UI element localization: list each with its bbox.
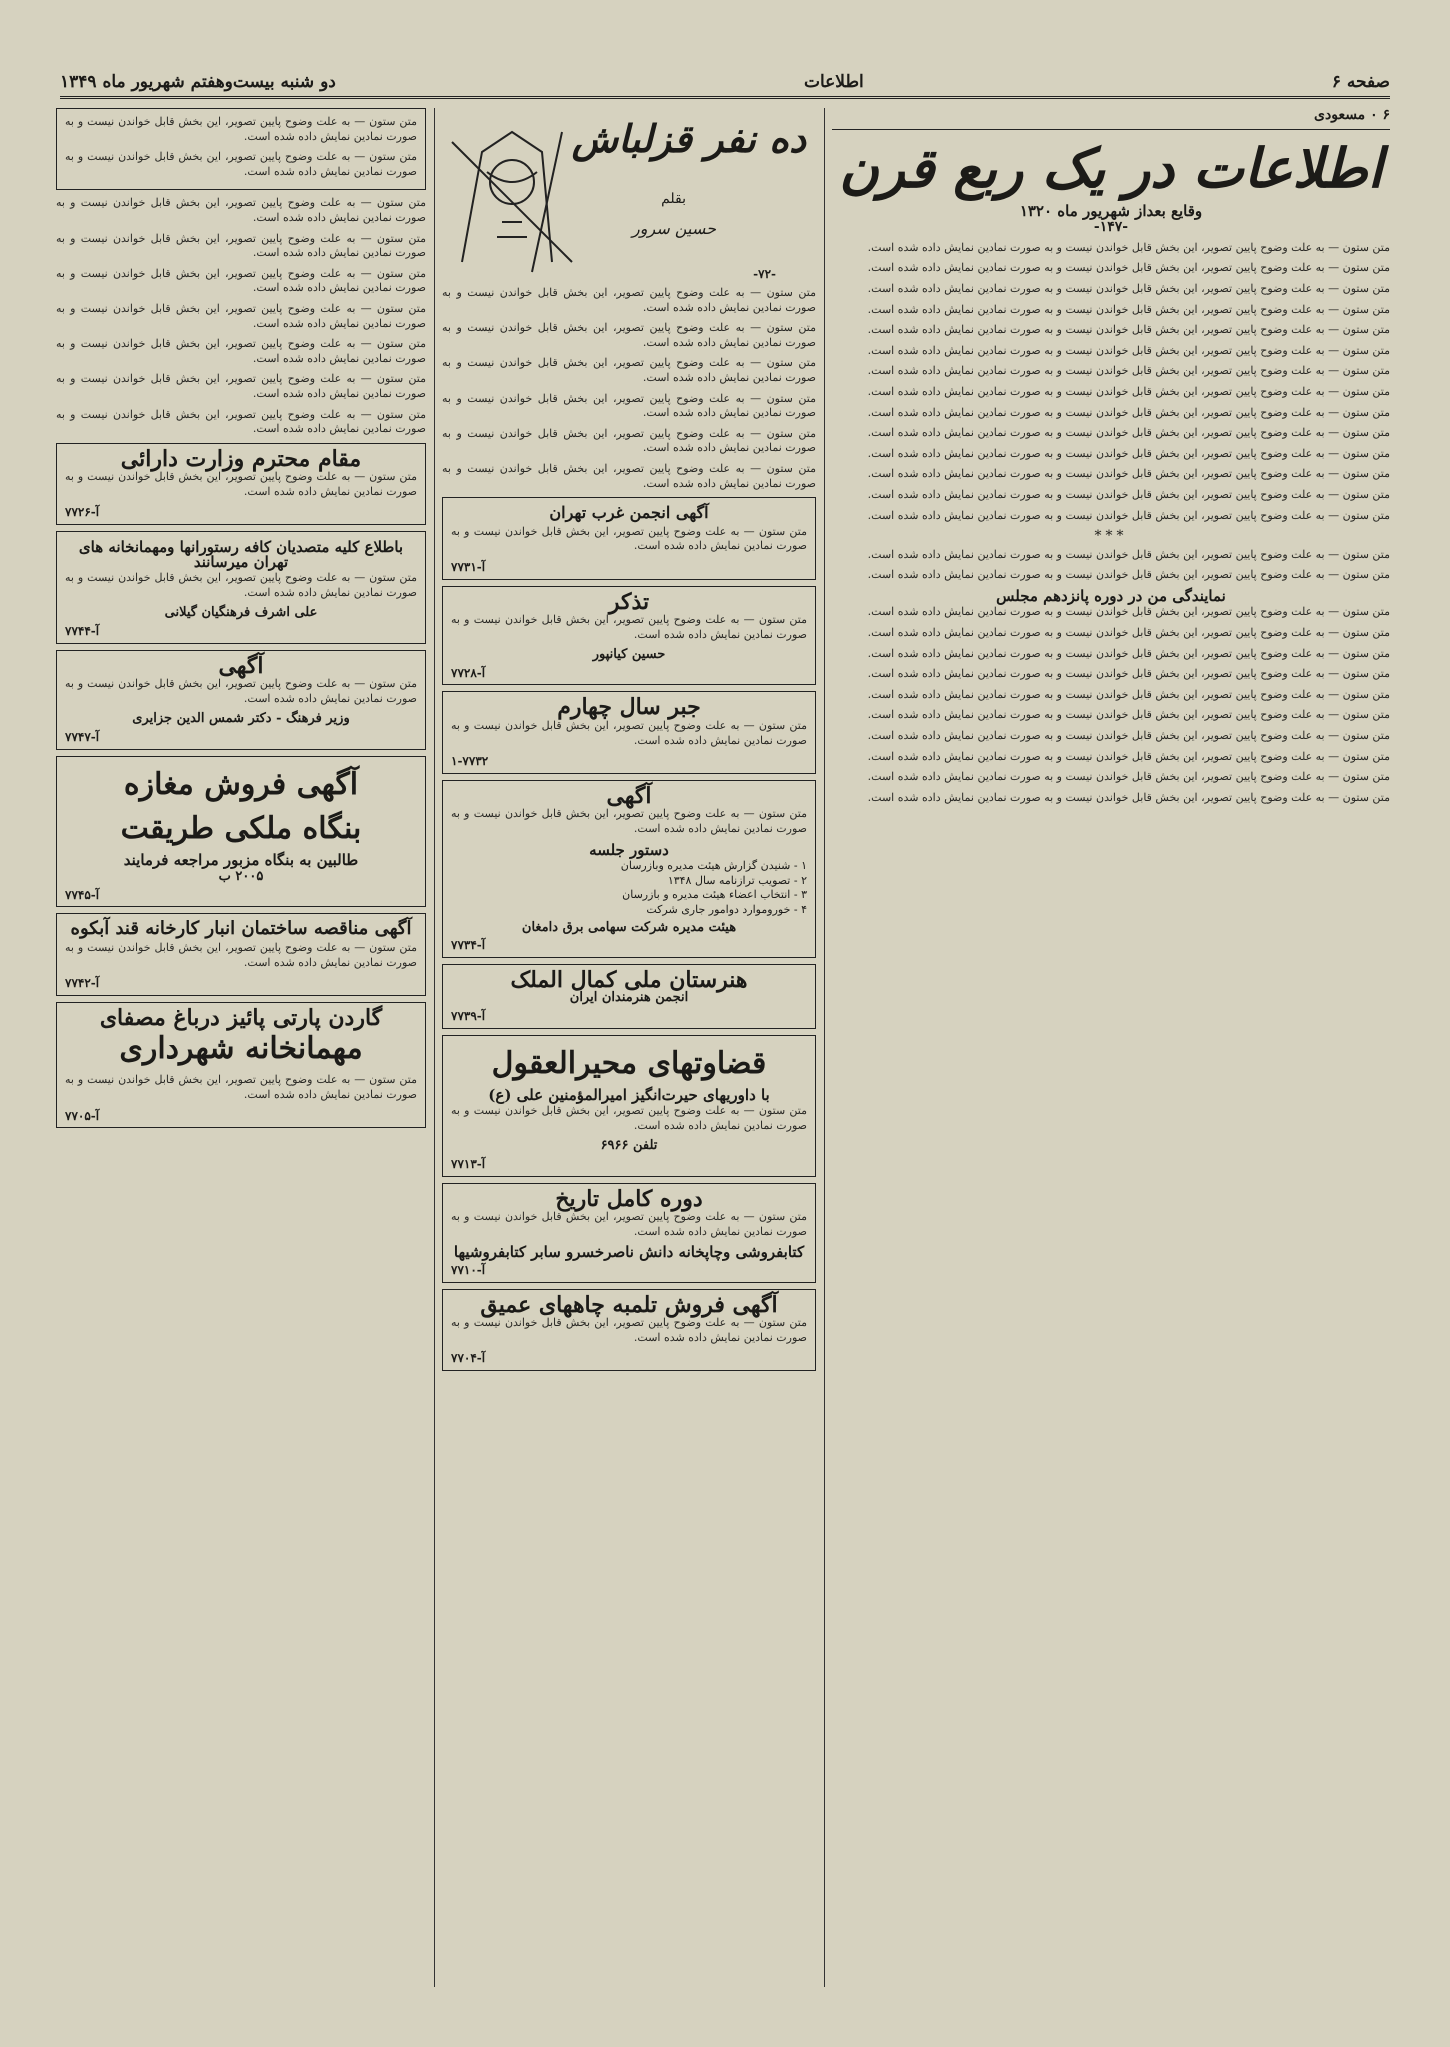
ad-signature: وزیر فرهنگ - دکتر شمس الدین جزایری: [132, 711, 350, 727]
paragraph: متن ستون — به علت وضوح پایین تصویر، این بخش قابل خواندن نیست و به صورت نمادین نمایش داده شده است.: [442, 391, 816, 420]
ad-qazavat: [442, 1035, 816, 1177]
paragraph: متن ستون — به علت وضوح پایین تصویر، این بخش قابل خواندن نیست و به صورت نمادین نمایش داده شده است.: [867, 405, 1390, 419]
author-line: ۶ ۰ مسعودی: [1314, 108, 1390, 123]
serial-number: -۷۲-: [753, 267, 776, 282]
paragraph: متن ستون — به علت وضوح پایین تصویر، این بخش قابل خواندن نیست و به صورت نمادین نمایش داده شده است.: [442, 321, 816, 349]
paragraph: متن ستون — به علت وضوح پایین تصویر، این بخش قابل خواندن نیست و به صورت نمادین نمایش داده شده است.: [867, 426, 1390, 440]
ad-title: دوره کامل تاریخ: [555, 1185, 703, 1212]
ad-title: گاردن پارتی پائیز درباغ مصفای: [99, 1004, 383, 1031]
paragraph: متن ستون — به علت وضوح پایین تصویر، این بخش قابل خواندن نیست و به صورت نمادین نمایش داده شده است.: [867, 323, 1390, 337]
ad-store: [56, 756, 426, 908]
column-divider: [434, 108, 435, 1987]
ad-code: آ-۷۷۴۴: [65, 624, 100, 639]
serial-author: حسین سرور: [632, 219, 716, 238]
ad-tender: [56, 913, 426, 995]
paragraph: متن ستون — به علت وضوح پایین تصویر، این بخش قابل خواندن نیست و به صورت نمادین نمایش داده شده است.: [867, 364, 1390, 378]
ad-body: متن ستون — به علت وضوح پایین تصویر، این بخش قابل خواندن نیست و به صورت نمادین نمایش داده شده است.: [451, 1316, 807, 1344]
ad-code: آ-۷۷۲۶: [65, 505, 100, 520]
ad-signature: انجمن هنرمندان ایران: [569, 990, 689, 1006]
ad-title: هنرستان ملی کمال الملک: [510, 966, 748, 993]
page-header: [60, 62, 1390, 99]
paragraph: متن ستون — به علت وضوح پایین تصویر، این بخش قابل خواندن نیست و به صورت نمادین نمایش داده شده است.: [867, 790, 1390, 804]
ad-damghan: [442, 780, 816, 958]
right-column: [832, 108, 1390, 1987]
ad-signature: علی اشرف فرهنگیان گیلانی: [164, 605, 318, 621]
ad-title: آگهی انجمن غرب تهران: [549, 503, 709, 523]
paragraph: متن ستون — به علت وضوح پایین تصویر، این بخش قابل خواندن نیست و به صورت نمادین نمایش داده شده است.: [442, 356, 816, 384]
agenda-item: ۴ - خوروموارد دوامور جاری شرکت: [646, 903, 807, 916]
paragraph: متن ستون — به علت وضوح پایین تصویر، این بخش قابل خواندن نیست و به صورت نمادین نمایش داده شده است.: [867, 646, 1390, 660]
ad-signature: هیئت مدیره شرکت سهامی برق دامغان: [521, 919, 737, 935]
issue-date: دو شنبه بیست‌وهفتم شهریور ماه ۱۳۴۹: [60, 72, 336, 92]
paragraph: متن ستون — به علت وضوح پایین تصویر، این بخش قابل خواندن نیست و به صورت نمادین نمایش داده شده است.: [867, 343, 1390, 357]
ad-title: آگهی فروش مغازه: [123, 766, 359, 802]
paragraph: متن ستون — به علت وضوح پایین تصویر، این بخش قابل خواندن نیست و به صورت نمادین نمایش داده شده است.: [442, 461, 816, 490]
ad-body: متن ستون — به علت وضوح پایین تصویر، این بخش قابل خواندن نیست و به صورت نمادین نمایش داده شده است.: [65, 940, 417, 969]
paragraph: متن ستون — به علت وضوح پایین تصویر، این بخش قابل خواندن نیست و به صورت نمادین نمایش داده شده است.: [867, 240, 1390, 254]
ad-code: آ-۷۷۲۸: [451, 665, 486, 680]
paragraph: متن ستون — به علت وضوح پایین تصویر، این بخش قابل خواندن نیست و به صورت نمادین نمایش داده شده است.: [867, 547, 1390, 561]
paragraph: متن ستون — به علت وضوح پایین تصویر، این بخش قابل خواندن نیست و به صورت نمادین نمایش داده شده است.: [56, 301, 426, 330]
article-subtitle: وقایع بعداز شهریور ماه ۱۳۲۰: [1019, 201, 1203, 220]
paragraph: متن ستون — به علت وضوح پایین تصویر، این بخش قابل خواندن نیست و به صورت نمادین نمایش داده شده است.: [56, 231, 426, 260]
ad-code: آ-۷۷۴۲: [65, 976, 100, 991]
paragraph: متن ستون — به علت وضوح پایین تصویر، این بخش قابل خواندن نیست و به صورت نمادین نمایش داده شده است.: [442, 286, 816, 314]
ad-culture: [56, 650, 426, 750]
paragraph: متن ستون — به علت وضوح پایین تصویر، این بخش قابل خواندن نیست و به صورت نمادین نمایش داده شده است.: [867, 708, 1390, 722]
ad-code: آ-۷۷۴۵: [65, 887, 100, 902]
ad-signature: حسین کیانپور: [592, 647, 666, 663]
serial-byline: بقلم: [661, 191, 686, 207]
ad-body: متن ستون — به علت وضوح پایین تصویر، این بخش قابل خواندن نیست و به صورت نمادین نمایش داده شده است.: [65, 571, 417, 599]
paragraph: متن ستون — به علت وضوح پایین تصویر، این بخش قابل خواندن نیست و به صورت نمادین نمایش داده شده است.: [867, 384, 1390, 398]
ad-title: قضاوتهای محیرالعقول: [491, 1045, 767, 1081]
ad-body: متن ستون — به علت وضوح پایین تصویر، این بخش قابل خواندن نیست و به صورت نمادین نمایش داده شده است.: [451, 1104, 807, 1132]
paragraph: متن ستون — به علت وضوح پایین تصویر، این بخش قابل خواندن نیست و به صورت نمادین نمایش داده شده است.: [867, 467, 1390, 481]
note-body: متن ستون — به علت وضوح پایین تصویر، این بخش قابل خواندن نیست و به صورت نمادین نمایش داده شده است.: [65, 150, 417, 178]
paragraph: متن ستون — به علت وضوح پایین تصویر، این بخش قابل خواندن نیست و به صورت نمادین نمایش داده شده است.: [867, 487, 1390, 501]
ornament: ***: [1094, 528, 1128, 545]
note-body: متن ستون — به علت وضوح پایین تصویر، این بخش قابل خواندن نیست و به صورت نمادین نمایش داده شده است.: [65, 115, 417, 143]
ad-title: باطلاع کلیه متصدیان کافه رستورانها ومهمانخانه های تهران میرسانند: [78, 538, 404, 571]
section-heading: نمایندگی من در دوره پانزدهم مجلس: [996, 586, 1226, 605]
ad-tazakkor: [442, 586, 816, 686]
paragraph: متن ستون — به علت وضوح پایین تصویر، این بخش قابل خواندن نیست و به صورت نمادین نمایش داده شده است.: [867, 302, 1390, 316]
serial-title: ده نفر قزلباش: [571, 116, 806, 161]
paragraph: متن ستون — به علت وضوح پایین تصویر، این بخش قابل خواندن نیست و به صورت نمادین نمایش داده شده است.: [56, 266, 426, 295]
paragraph: متن ستون — به علت وضوح پایین تصویر، این بخش قابل خواندن نیست و به صورت نمادین نمایش داده شده است.: [867, 261, 1390, 275]
ad-title: مقام محترم وزارت دارائی: [120, 445, 362, 472]
ad-code: آ-۷۷۳۹: [451, 1008, 486, 1023]
ad-history: [442, 1183, 816, 1283]
paragraph: متن ستون — به علت وضوح پایین تصویر، این بخش قابل خواندن نیست و به صورت نمادین نمایش داده شده است.: [56, 337, 426, 365]
ad-body: متن ستون — به علت وضوح پایین تصویر، این بخش قابل خواندن نیست و به صورت نمادین نمایش داده شده است.: [451, 613, 807, 641]
paragraph: متن ستون — به علت وضوح پایین تصویر، این بخش قابل خواندن نیست و به صورت نمادین نمایش داده شده است.: [56, 372, 426, 400]
ad-title: آگهی فروش تلمبه چاههای عمیق: [480, 1291, 778, 1318]
ad-code: آ-۷۷۱۳: [451, 1156, 486, 1171]
ad-title: آگهی: [218, 652, 264, 679]
ad-title-2: بنگاه ملکی طریقت: [120, 810, 362, 846]
ad-garden: [56, 1002, 426, 1128]
paragraph: متن ستون — به علت وضوح پایین تصویر، این بخش قابل خواندن نیست و به صورت نمادین نمایش داده شده است.: [867, 729, 1390, 743]
ad-honarestan: [442, 964, 816, 1029]
ad-body: متن ستون — به علت وضوح پایین تصویر، این بخش قابل خواندن نیست و به صورت نمادین نمایش داده شده است.: [65, 470, 417, 498]
left-column: [56, 108, 426, 1987]
ad-subtitle: کتابفروشی وچاپخانه دانش ناصرخسرو سابر کتابفروشیها: [453, 1243, 805, 1262]
paragraph: متن ستون — به علت وضوح پایین تصویر، این بخش قابل خواندن نیست و به صورت نمادین نمایش داده شده است.: [867, 568, 1390, 582]
ad-subtitle: با داوریهای حیرت‌انگیز امیرالمؤمنین علی (ع): [488, 1085, 770, 1104]
ad-body: متن ستون — به علت وضوح پایین تصویر، این بخش قابل خواندن نیست و به صورت نمادین نمایش داده شده است.: [65, 677, 417, 705]
paragraph: متن ستون — به علت وضوح پایین تصویر، این بخش قابل خواندن نیست و به صورت نمادین نمایش داده شده است.: [867, 770, 1390, 784]
ad-body: متن ستون — به علت وضوح پایین تصویر، این بخش قابل خواندن نیست و به صورت نمادین نمایش داده شده است.: [451, 524, 807, 553]
ad-body: متن ستون — به علت وضوح پایین تصویر، این بخش قابل خواندن نیست و به صورت نمادین نمایش داده شده است.: [65, 1073, 417, 1101]
column-divider: [824, 108, 825, 1987]
ad-code: ۱-۷۷۳۲: [451, 754, 489, 769]
paragraph: متن ستون — به علت وضوح پایین تصویر، این بخش قابل خواندن نیست و به صورت نمادین نمایش داده شده است.: [56, 196, 426, 224]
agenda-item: ۱ - شنیدن گزارش هیئت مدیره وبازرسان: [620, 859, 807, 873]
ad-finance: [56, 443, 426, 525]
ad-title: آگهی مناقصه ساختمان انبار کارخانه قند آبکوه: [70, 918, 412, 940]
ad-title: تذکر: [608, 588, 650, 615]
paragraph: متن ستون — به علت وضوح پایین تصویر، این بخش قابل خواندن نیست و به صورت نمادین نمایش داده شده است.: [867, 446, 1390, 460]
serial-illustration: [442, 112, 816, 282]
ad-title: جبر سال چهارم: [557, 694, 701, 721]
paragraph: متن ستون — به علت وضوح پایین تصویر، این بخش قابل خواندن نیست و به صورت نمادین نمایش داده شده است.: [867, 508, 1390, 522]
paragraph: متن ستون — به علت وضوح پایین تصویر، این بخش قابل خواندن نیست و به صورت نمادین نمایش داده شده است.: [867, 749, 1390, 763]
ad-union: [56, 531, 426, 644]
ad-code: آ-۷۷۰۴: [451, 1351, 486, 1366]
paragraph: متن ستون — به علت وضوح پایین تصویر، این بخش قابل خواندن نیست و به صورت نمادین نمایش داده شده است.: [867, 687, 1390, 701]
ad-body: متن ستون — به علت وضوح پایین تصویر، این بخش قابل خواندن نیست و به صورت نمادین نمایش داده شده است.: [451, 1210, 807, 1238]
paragraph: متن ستون — به علت وضوح پایین تصویر، این بخش قابل خواندن نیست و به صورت نمادین نمایش داده شده است.: [867, 667, 1390, 681]
ad-code: آ-۷۷۳۴: [451, 938, 486, 953]
article-body: [832, 241, 1390, 806]
agenda-title: دستور جلسه: [589, 840, 669, 859]
ad-title-2: مهمانخانه شهرداری: [119, 1031, 363, 1067]
paper-name: اطلاعات: [803, 72, 864, 92]
agenda-item: ۳ - انتخاب اعضاء هیئت مدیره و بازرسان: [622, 888, 807, 902]
paragraph: متن ستون — به علت وضوح پایین تصویر، این بخش قابل خواندن نیست و به صورت نمادین نمایش داده شده است.: [867, 626, 1390, 640]
paragraph: متن ستون — به علت وضوح پایین تصویر، این بخش قابل خواندن نیست و به صورت نمادین نمایش داده شده است.: [867, 605, 1390, 619]
article-title: اطلاعات در یک ربع قرن: [839, 135, 1383, 200]
ad-phone: تلفن ۶۹۶۶: [600, 1138, 658, 1154]
page-number: صفحه ۶: [1331, 72, 1390, 92]
ad-body: متن ستون — به علت وضوح پایین تصویر، این بخش قابل خواندن نیست و به صورت نمادین نمایش داده شده است.: [451, 807, 807, 836]
ad-code: آ-۷۷۱۰: [451, 1262, 486, 1277]
ad-phone: ۲۰۰۵ ب: [218, 869, 264, 885]
ad-code: آ-۷۷۰۵: [65, 1108, 100, 1123]
ad-body: متن ستون — به علت وضوح پایین تصویر، این بخش قابل خواندن نیست و به صورت نمادین نمایش داده شده است.: [451, 719, 807, 747]
ad-subtitle: طالبین به بنگاه مزبور مراجعه فرمایند: [123, 850, 359, 869]
article-number: -۱۴۷-: [1093, 219, 1129, 236]
ad-algebra: [442, 691, 816, 773]
ad-title: آگهی: [606, 782, 652, 809]
ad-tehran: [442, 497, 816, 579]
boxed-note: [56, 108, 426, 190]
ad-code: آ-۷۷۴۷: [65, 730, 100, 744]
paragraph: متن ستون — به علت وضوح پایین تصویر، این بخش قابل خواندن نیست و به صورت نمادین نمایش داده شده است.: [56, 407, 426, 436]
ad-code: آ-۷۷۳۱: [451, 559, 486, 574]
paragraph: متن ستون — به علت وضوح پایین تصویر، این بخش قابل خواندن نیست و به صورت نمادین نمایش داده شده است.: [867, 281, 1390, 295]
paragraph: متن ستون — به علت وضوح پایین تصویر، این بخش قابل خواندن نیست و به صورت نمادین نمایش داده شده است.: [442, 426, 816, 455]
agenda-item: ۲ - تصویب ترازنامه سال ۱۳۴۸: [667, 873, 807, 887]
middle-column: [442, 108, 816, 1987]
ad-wells: [442, 1289, 816, 1371]
